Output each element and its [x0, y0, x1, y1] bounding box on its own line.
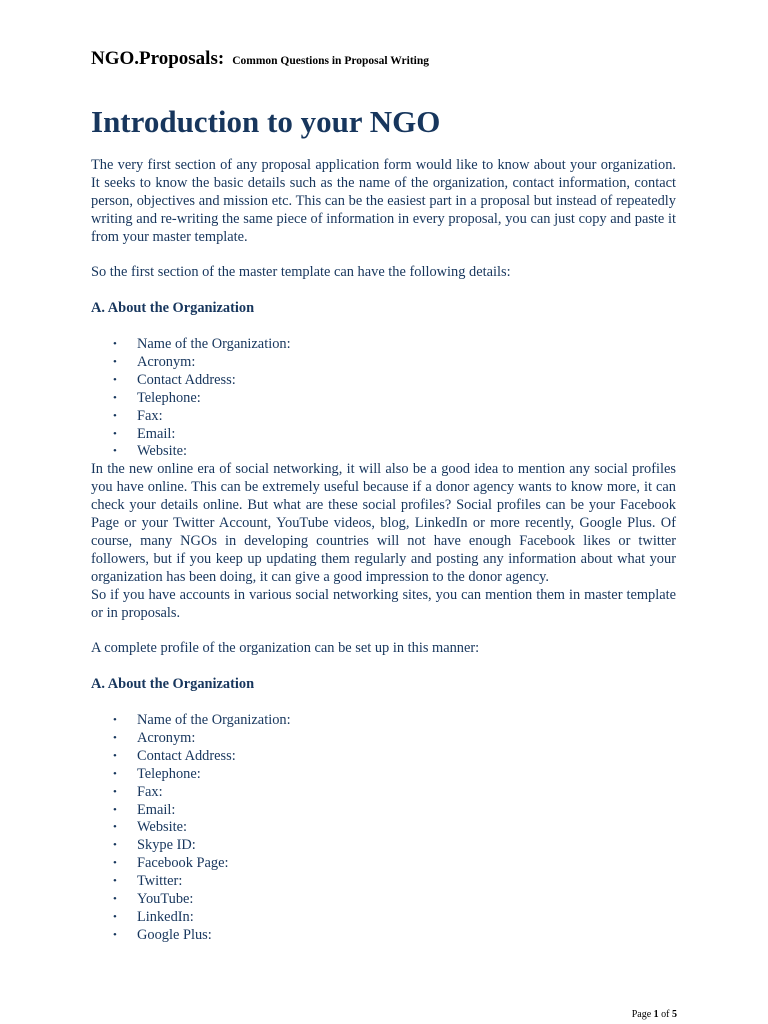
- list-item: • Name of the Organization:: [91, 712, 676, 730]
- document-body: [91, 157, 676, 945]
- page-label: Page: [631, 1009, 652, 1020]
- list-item: • Twitter:: [91, 873, 676, 891]
- complete-profile-paragraph: A complete profile of the organization can be set up in this manner:: [91, 640, 480, 657]
- list-item: • Name of the Organization:: [91, 336, 676, 354]
- page-header: [91, 48, 429, 70]
- list-item: • Acronym:: [91, 354, 676, 372]
- list-item: • Google Plus:: [91, 927, 676, 945]
- list-item: • Website:: [91, 443, 676, 461]
- list-item: • Fax:: [91, 784, 676, 802]
- social-networking-paragraph: In the new online era of social networking, it will also be a good idea to mention any social profiles you have online. This can be extremely useful because if a donor agency wants to know more, it can check your details online. But what are these social profiles? Social profiles can be your Facebook Page or your Twitter Account, YouTube videos, blog, LinkedIn or more recently, Google Plus. Of course, many NGOs in developing countries will not have enough Facebook likes or twitter followers, but if you keep up updating them regularly and posting any information about what your organization has been doing, it can give a good impression to the donor agency.: [91, 461, 676, 585]
- list-item: • Contact Address:: [91, 748, 676, 766]
- header-brand: NGO.Proposals:: [91, 48, 225, 69]
- complete-profile-list: [91, 712, 676, 945]
- section-heading-2: A. About the Organization: [91, 676, 255, 693]
- page-footer: [632, 1009, 677, 1020]
- list-item: • Acronym:: [91, 730, 676, 748]
- intro-paragraph: The very first section of any proposal application form would like to know about your organization. It seeks to know the basic details such as the name of the organization, contact information, contact person, objectives and mission etc. This can be the easiest part in a proposal but instead of repeatedly writing and re-writing the same piece of information in every proposal, you can just copy and paste it from your master template.: [91, 157, 676, 245]
- total-pages: 5: [672, 1009, 677, 1020]
- list-item: • Facebook Page:: [91, 855, 676, 873]
- organization-details-list: [91, 336, 676, 461]
- header-subtitle: Common Questions in Proposal Writing: [232, 55, 429, 67]
- list-item: • Contact Address:: [91, 372, 676, 390]
- template-intro-paragraph: So the first section of the master template can have the following details:: [91, 264, 511, 281]
- section-heading-1: A. About the Organization: [91, 300, 255, 317]
- list-item: • Skype ID:: [91, 837, 676, 855]
- social-accounts-paragraph: So if you have accounts in various social networking sites, you can mention them in master template or in proposals.: [91, 586, 676, 621]
- list-item: • Email:: [91, 802, 676, 820]
- page-title: Introduction to your NGO: [91, 104, 441, 139]
- list-item: • Telephone:: [91, 390, 676, 408]
- of-label: of: [661, 1009, 670, 1020]
- list-item: • Website:: [91, 819, 676, 837]
- list-item: • Fax:: [91, 408, 676, 426]
- list-item: • LinkedIn:: [91, 909, 676, 927]
- list-item: • YouTube:: [91, 891, 676, 909]
- list-item: • Telephone:: [91, 766, 676, 784]
- list-item: • Email:: [91, 426, 676, 444]
- page-number: 1: [653, 1009, 659, 1020]
